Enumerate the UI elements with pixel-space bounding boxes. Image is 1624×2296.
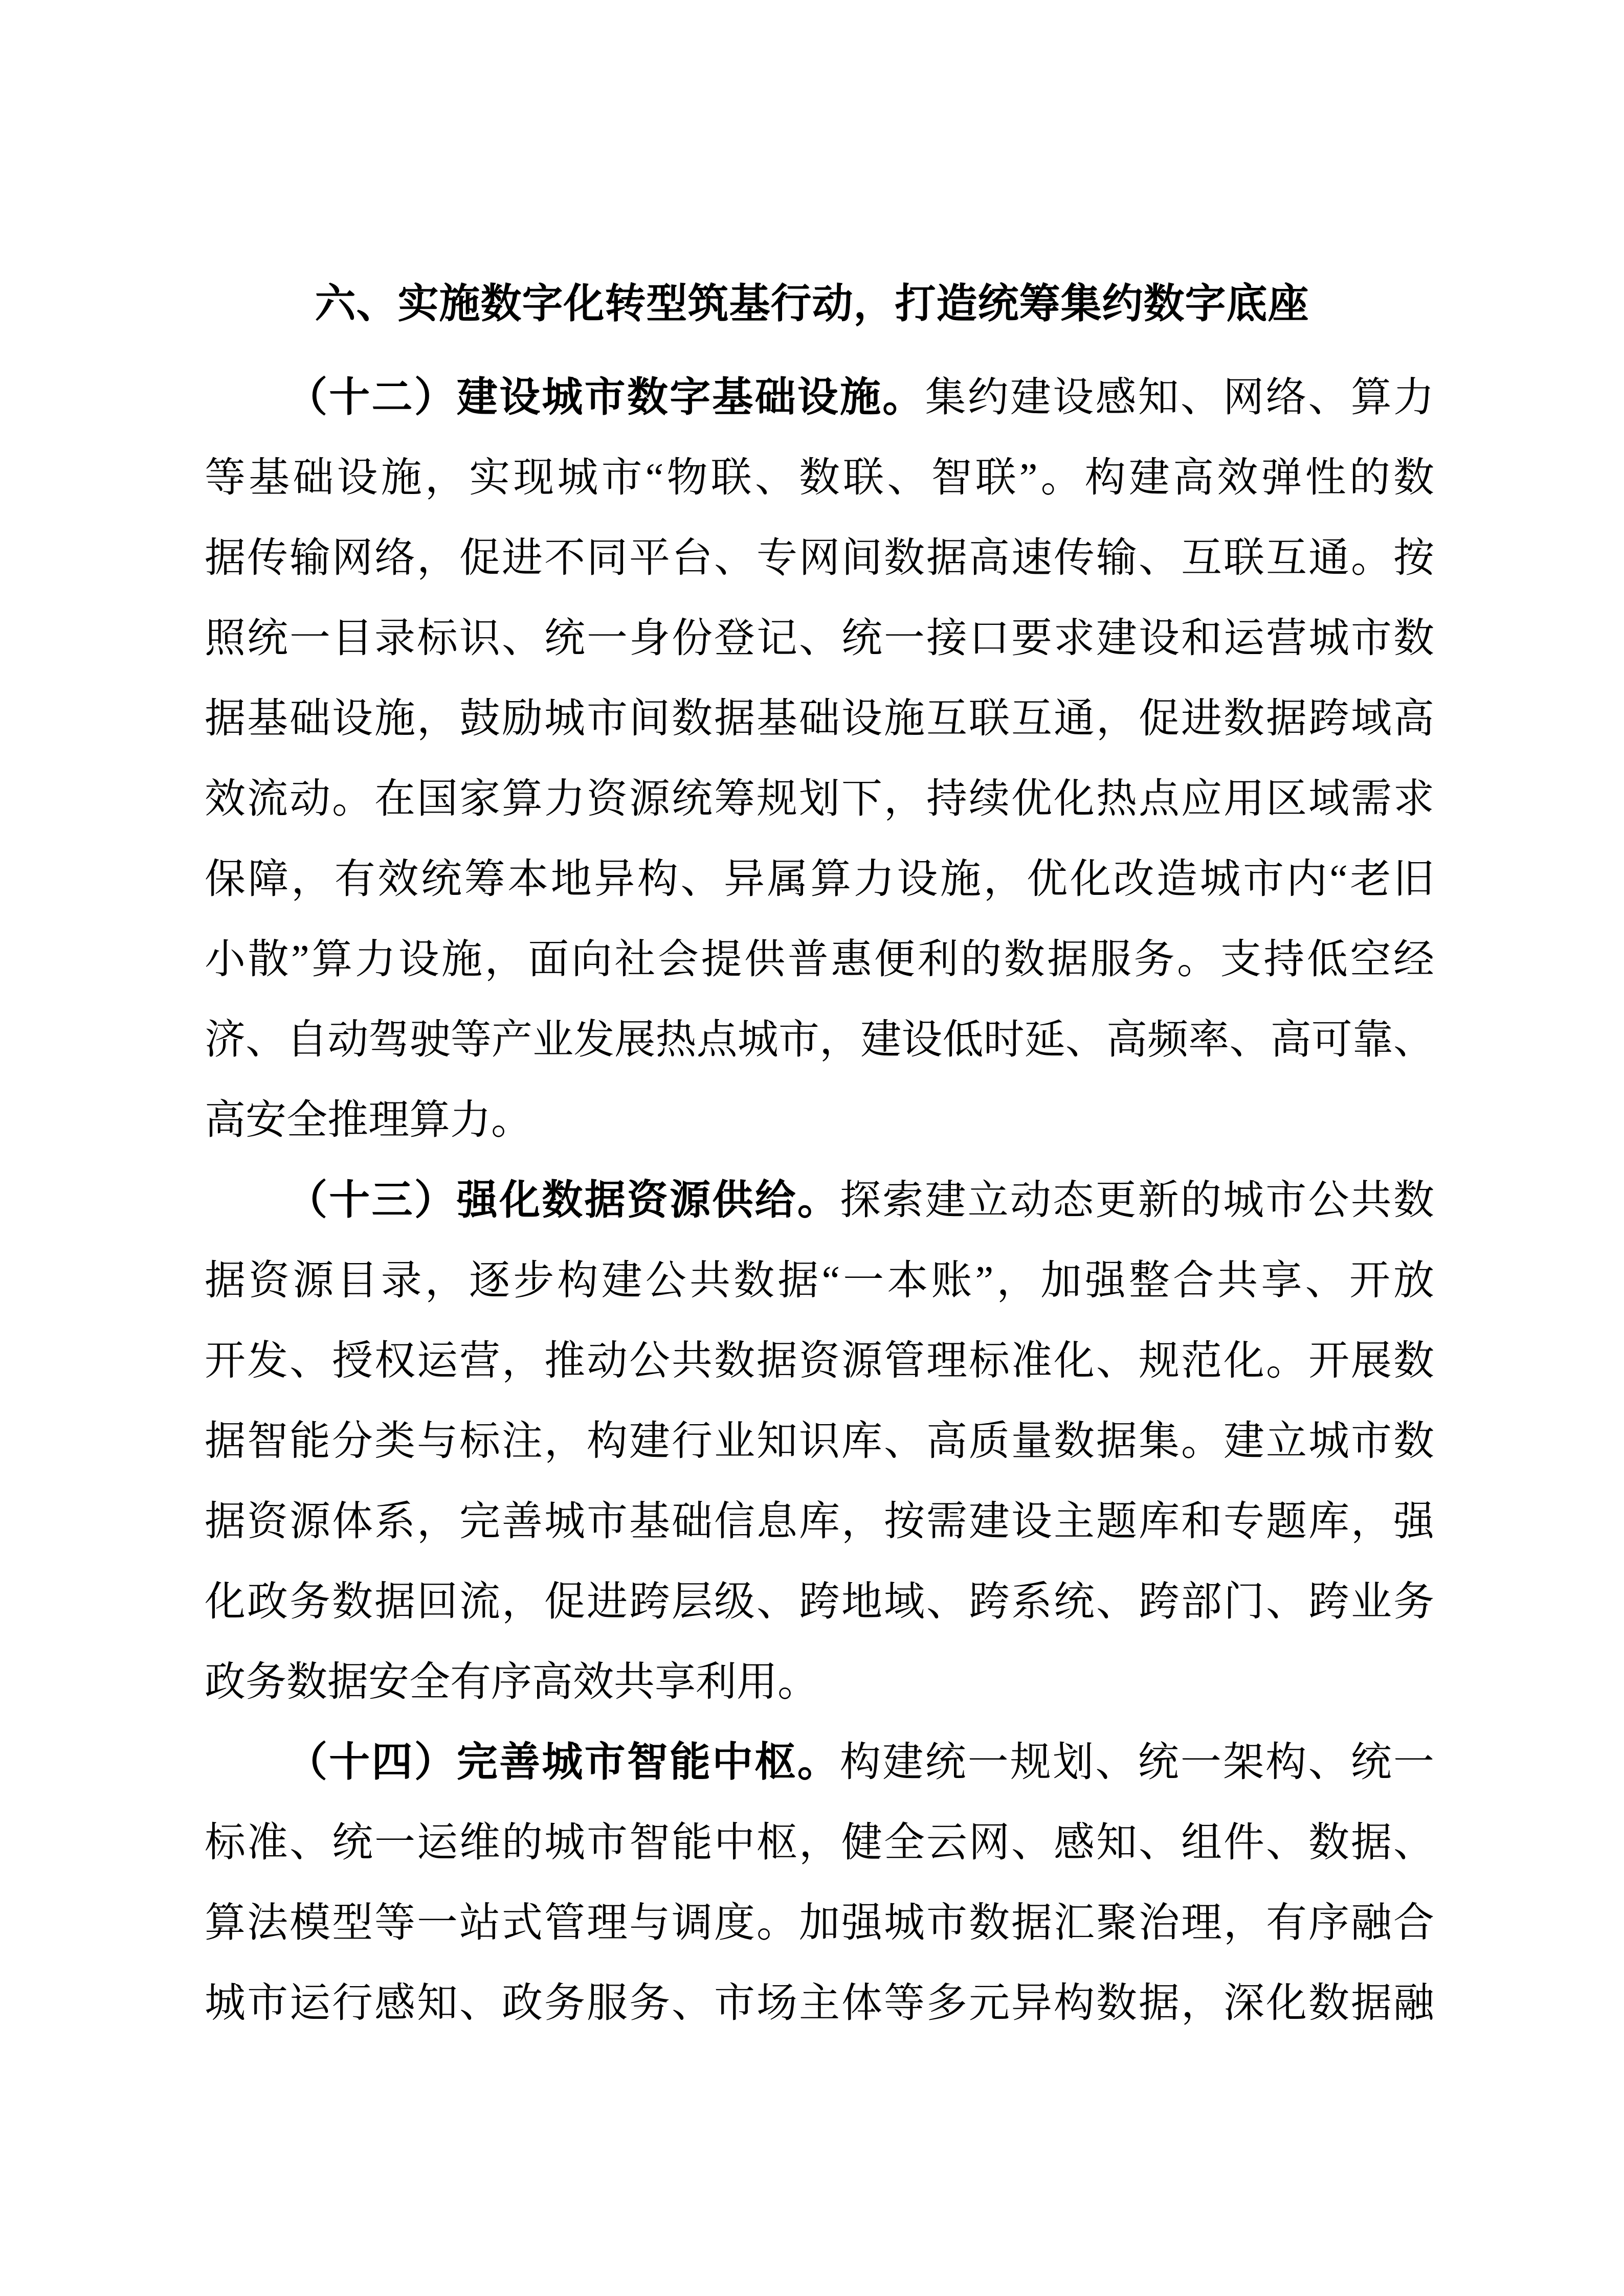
text-line: 化政务数据回流，促进跨层级、跨地域、跨系统、跨部门、跨业务: [205, 1580, 1434, 1625]
clause-body-start: 集约建设感知、网络、算力: [925, 375, 1435, 420]
clause-title: （十三）强化数据资源供给。: [286, 1178, 840, 1223]
clause-body-start: 探索建立动态更新的城市公共数: [840, 1178, 1434, 1223]
text-line: 高安全推理算力。: [205, 1098, 532, 1143]
text-line: 保障，有效统筹本地异构、异属算力设施，优化改造城市内“老旧: [205, 857, 1434, 902]
text-line: 济、自动驾驶等产业发展热点城市，建设低时延、高频率、高可靠、: [205, 1018, 1434, 1063]
text-line: 政务数据安全有序高效共享利用。: [205, 1660, 818, 1705]
text-line: [205, 1723, 1434, 1803]
text-line: 据传输网络，促进不同平台、专网间数据高速传输、互联互通。按: [205, 536, 1434, 581]
text-line: 城市运行感知、政务服务、市场主体等多元异构数据，深化数据融: [205, 1981, 1434, 2026]
text-line: 据资源目录，逐步构建公共数据“一本账”，加强整合共享、开放: [205, 1258, 1434, 1303]
clause-title: （十二）建设城市数字基础设施。: [286, 375, 925, 420]
text-line: 据资源体系，完善城市基础信息库，按需建设主题库和专题库，强: [205, 1499, 1434, 1544]
text-line: 据基础设施，鼓励城市间数据基础设施互联互通，促进数据跨域高: [205, 696, 1434, 741]
clause-title: （十四）完善城市智能中枢。: [286, 1740, 840, 1785]
text-line: 开发、授权运营，推动公共数据资源管理标准化、规范化。开展数: [205, 1339, 1434, 1384]
text-line: 标准、统一运维的城市智能中枢，健全云网、感知、组件、数据、: [205, 1820, 1434, 1865]
text-line: [205, 358, 1434, 438]
text-line: 等基础设施，实现城市“物联、数联、智联”。构建高效弹性的数: [205, 456, 1434, 501]
text-line: 效流动。在国家算力资源统筹规划下，持续优化热点应用区域需求: [205, 777, 1434, 822]
text-line: 照统一目录标识、统一身份登记、统一接口要求建设和运营城市数: [205, 616, 1434, 661]
clause-body-start: 构建统一规划、统一架构、统一: [840, 1740, 1434, 1785]
text-line: 据智能分类与标注，构建行业知识库、高质量数据集。建立城市数: [205, 1419, 1434, 1464]
document-body: [205, 358, 1434, 2044]
text-line: 小散”算力设施，面向社会提供普惠便利的数据服务。支持低空经: [205, 937, 1434, 982]
section-heading: 六、实施数字化转型筑基行动，打造统筹集约数字底座: [315, 281, 1309, 326]
text-line: [205, 1161, 1434, 1241]
text-line: 算法模型等一站式管理与调度。加强城市数据汇聚治理，有序融合: [205, 1901, 1434, 1946]
